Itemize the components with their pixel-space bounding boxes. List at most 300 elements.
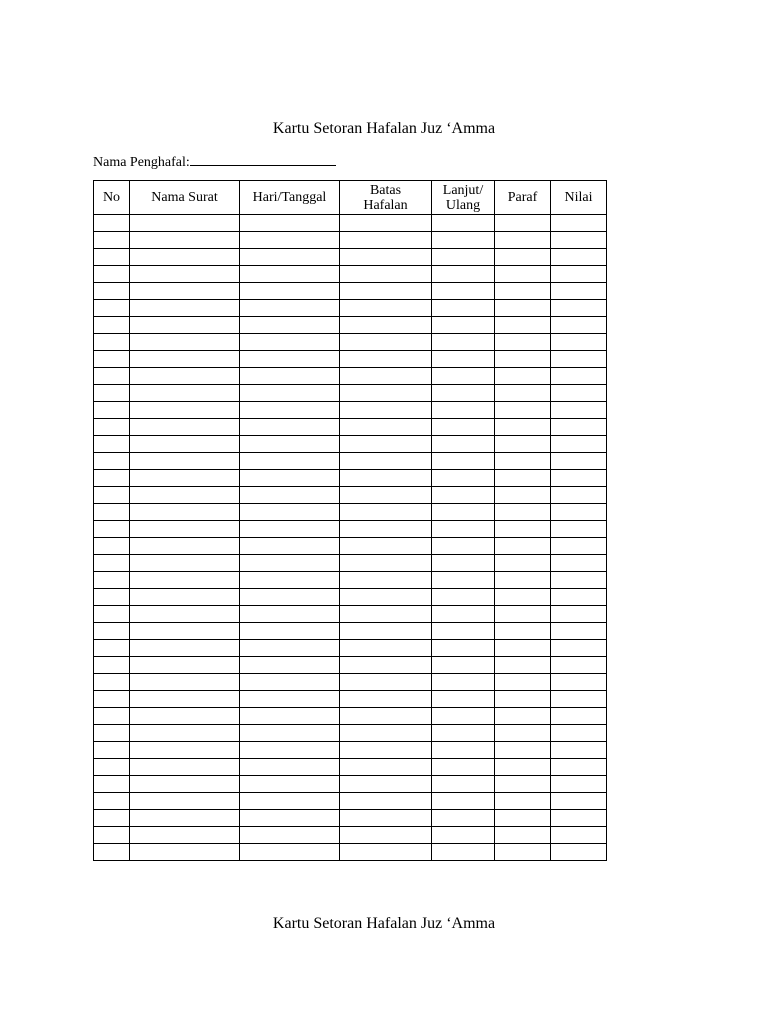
cell-nilai[interactable] <box>551 555 607 572</box>
cell-batas-hafalan[interactable] <box>340 538 432 555</box>
cell-nama-surat[interactable] <box>130 538 240 555</box>
cell-hari-tanggal[interactable] <box>240 691 340 708</box>
cell-paraf[interactable] <box>495 385 551 402</box>
cell-paraf[interactable] <box>495 640 551 657</box>
table-row <box>94 606 607 623</box>
cell-batas-hafalan[interactable] <box>340 657 432 674</box>
cell-paraf[interactable] <box>495 215 551 232</box>
cell-no[interactable] <box>94 657 130 674</box>
cell-paraf[interactable] <box>495 249 551 266</box>
cell-lanjut-ulang[interactable] <box>432 793 495 810</box>
cell-nilai[interactable] <box>551 266 607 283</box>
cell-batas-hafalan[interactable] <box>340 249 432 266</box>
cell-no[interactable] <box>94 827 130 844</box>
header-nama-surat: Nama Surat <box>130 181 240 215</box>
cell-batas-hafalan[interactable] <box>340 504 432 521</box>
cell-nilai[interactable] <box>551 810 607 827</box>
cell-hari-tanggal[interactable] <box>240 249 340 266</box>
cell-paraf[interactable] <box>495 504 551 521</box>
cell-no[interactable] <box>94 776 130 793</box>
cell-batas-hafalan[interactable] <box>340 521 432 538</box>
cell-nama-surat[interactable] <box>130 317 240 334</box>
cell-batas-hafalan[interactable] <box>340 725 432 742</box>
cell-nama-surat[interactable] <box>130 453 240 470</box>
cell-nama-surat[interactable] <box>130 300 240 317</box>
cell-hari-tanggal[interactable] <box>240 368 340 385</box>
cell-batas-hafalan[interactable] <box>340 470 432 487</box>
table-row <box>94 266 607 283</box>
cell-paraf[interactable] <box>495 283 551 300</box>
cell-lanjut-ulang[interactable] <box>432 351 495 368</box>
cell-lanjut-ulang[interactable] <box>432 742 495 759</box>
cell-hari-tanggal[interactable] <box>240 623 340 640</box>
cell-lanjut-ulang[interactable] <box>432 470 495 487</box>
cell-no[interactable] <box>94 725 130 742</box>
cell-nilai[interactable] <box>551 708 607 725</box>
cell-no[interactable] <box>94 419 130 436</box>
cell-lanjut-ulang[interactable] <box>432 827 495 844</box>
cell-lanjut-ulang[interactable] <box>432 419 495 436</box>
cell-nilai[interactable] <box>551 691 607 708</box>
cell-batas-hafalan[interactable] <box>340 266 432 283</box>
cell-hari-tanggal[interactable] <box>240 334 340 351</box>
footer-title: Kartu Setoran Hafalan Juz ‘Amma <box>272 915 496 932</box>
cell-hari-tanggal[interactable] <box>240 742 340 759</box>
cell-lanjut-ulang[interactable] <box>432 691 495 708</box>
cell-batas-hafalan[interactable] <box>340 436 432 453</box>
cell-nama-surat[interactable] <box>130 725 240 742</box>
cell-no[interactable] <box>94 691 130 708</box>
cell-paraf[interactable] <box>495 555 551 572</box>
cell-no[interactable] <box>94 232 130 249</box>
cell-no[interactable] <box>94 215 130 232</box>
cell-lanjut-ulang[interactable] <box>432 249 495 266</box>
cell-nilai[interactable] <box>551 283 607 300</box>
cell-nilai[interactable] <box>551 725 607 742</box>
cell-nama-surat[interactable] <box>130 215 240 232</box>
cell-paraf[interactable] <box>495 776 551 793</box>
cell-batas-hafalan[interactable] <box>340 623 432 640</box>
cell-hari-tanggal[interactable] <box>240 725 340 742</box>
cell-nilai[interactable] <box>551 504 607 521</box>
cell-nama-surat[interactable] <box>130 776 240 793</box>
cell-nilai[interactable] <box>551 589 607 606</box>
cell-nilai[interactable] <box>551 759 607 776</box>
cell-no[interactable] <box>94 623 130 640</box>
cell-nilai[interactable] <box>551 521 607 538</box>
cell-no[interactable] <box>94 640 130 657</box>
header-no: No <box>94 181 130 215</box>
cell-nama-surat[interactable] <box>130 385 240 402</box>
cell-lanjut-ulang[interactable] <box>432 725 495 742</box>
cell-lanjut-ulang[interactable] <box>432 215 495 232</box>
cell-no[interactable] <box>94 317 130 334</box>
cell-hari-tanggal[interactable] <box>240 436 340 453</box>
cell-hari-tanggal[interactable] <box>240 708 340 725</box>
cell-paraf[interactable] <box>495 317 551 334</box>
cell-hari-tanggal[interactable] <box>240 572 340 589</box>
cell-nama-surat[interactable] <box>130 283 240 300</box>
cell-hari-tanggal[interactable] <box>240 657 340 674</box>
cell-batas-hafalan[interactable] <box>340 606 432 623</box>
table-row <box>94 402 607 419</box>
cell-nilai[interactable] <box>551 487 607 504</box>
cell-hari-tanggal[interactable] <box>240 521 340 538</box>
cell-lanjut-ulang[interactable] <box>432 521 495 538</box>
header-hari-tanggal: Hari/Tanggal <box>240 181 340 215</box>
cell-no[interactable] <box>94 351 130 368</box>
cell-paraf[interactable] <box>495 725 551 742</box>
cell-lanjut-ulang[interactable] <box>432 606 495 623</box>
cell-batas-hafalan[interactable] <box>340 640 432 657</box>
cell-nilai[interactable] <box>551 317 607 334</box>
cell-no[interactable] <box>94 742 130 759</box>
cell-hari-tanggal[interactable] <box>240 640 340 657</box>
cell-nilai[interactable] <box>551 827 607 844</box>
cell-nama-surat[interactable] <box>130 266 240 283</box>
cell-no[interactable] <box>94 385 130 402</box>
cell-nilai[interactable] <box>551 538 607 555</box>
cell-nama-surat[interactable] <box>130 419 240 436</box>
cell-nama-surat[interactable] <box>130 402 240 419</box>
cell-lanjut-ulang[interactable] <box>432 368 495 385</box>
cell-hari-tanggal[interactable] <box>240 300 340 317</box>
cell-batas-hafalan[interactable] <box>340 555 432 572</box>
cell-no[interactable] <box>94 759 130 776</box>
header-nilai: Nilai <box>551 181 607 215</box>
cell-nilai[interactable] <box>551 215 607 232</box>
table-body <box>94 215 607 861</box>
cell-hari-tanggal[interactable] <box>240 317 340 334</box>
cell-no[interactable] <box>94 368 130 385</box>
table-row <box>94 385 607 402</box>
cell-lanjut-ulang[interactable] <box>432 623 495 640</box>
cell-hari-tanggal[interactable] <box>240 606 340 623</box>
cell-paraf[interactable] <box>495 521 551 538</box>
cell-nilai[interactable] <box>551 453 607 470</box>
cell-nilai[interactable] <box>551 436 607 453</box>
cell-batas-hafalan[interactable] <box>340 742 432 759</box>
table-row <box>94 793 607 810</box>
table-row <box>94 674 607 691</box>
cell-lanjut-ulang[interactable] <box>432 385 495 402</box>
cell-hari-tanggal[interactable] <box>240 215 340 232</box>
table-header-row <box>94 181 607 215</box>
page-title: Kartu Setoran Hafalan Juz ‘Amma <box>272 120 496 137</box>
cell-lanjut-ulang[interactable] <box>432 436 495 453</box>
cell-hari-tanggal[interactable] <box>240 419 340 436</box>
cell-no[interactable] <box>94 300 130 317</box>
cell-paraf[interactable] <box>495 691 551 708</box>
cell-nilai[interactable] <box>551 640 607 657</box>
cell-hari-tanggal[interactable] <box>240 385 340 402</box>
cell-hari-tanggal[interactable] <box>240 810 340 827</box>
cell-nilai[interactable] <box>551 249 607 266</box>
cell-lanjut-ulang[interactable] <box>432 572 495 589</box>
cell-nama-surat[interactable] <box>130 504 240 521</box>
cell-batas-hafalan[interactable] <box>340 419 432 436</box>
cell-hari-tanggal[interactable] <box>240 487 340 504</box>
cell-paraf[interactable] <box>495 674 551 691</box>
cell-nilai[interactable] <box>551 368 607 385</box>
cell-batas-hafalan[interactable] <box>340 317 432 334</box>
cell-nama-surat[interactable] <box>130 606 240 623</box>
cell-hari-tanggal[interactable] <box>240 453 340 470</box>
cell-batas-hafalan[interactable] <box>340 232 432 249</box>
cell-nama-surat[interactable] <box>130 691 240 708</box>
cell-nilai[interactable] <box>551 674 607 691</box>
cell-batas-hafalan[interactable] <box>340 487 432 504</box>
table-row <box>94 657 607 674</box>
cell-nilai[interactable] <box>551 419 607 436</box>
cell-nilai[interactable] <box>551 623 607 640</box>
cell-paraf[interactable] <box>495 453 551 470</box>
table-row <box>94 691 607 708</box>
cell-nama-surat[interactable] <box>130 657 240 674</box>
cell-hari-tanggal[interactable] <box>240 555 340 572</box>
table-row <box>94 504 607 521</box>
cell-lanjut-ulang[interactable] <box>432 674 495 691</box>
cell-lanjut-ulang[interactable] <box>432 266 495 283</box>
cell-hari-tanggal[interactable] <box>240 232 340 249</box>
cell-batas-hafalan[interactable] <box>340 334 432 351</box>
cell-no[interactable] <box>94 810 130 827</box>
cell-nama-surat[interactable] <box>130 674 240 691</box>
cell-lanjut-ulang[interactable] <box>432 708 495 725</box>
cell-hari-tanggal[interactable] <box>240 351 340 368</box>
cell-nama-surat[interactable] <box>130 470 240 487</box>
table-row <box>94 215 607 232</box>
table-row <box>94 640 607 657</box>
cell-lanjut-ulang[interactable] <box>432 810 495 827</box>
cell-lanjut-ulang[interactable] <box>432 317 495 334</box>
cell-no[interactable] <box>94 504 130 521</box>
cell-no[interactable] <box>94 266 130 283</box>
cell-paraf[interactable] <box>495 623 551 640</box>
cell-nama-surat[interactable] <box>130 249 240 266</box>
table-row <box>94 283 607 300</box>
cell-paraf[interactable] <box>495 300 551 317</box>
cell-lanjut-ulang[interactable] <box>432 232 495 249</box>
cell-nama-surat[interactable] <box>130 623 240 640</box>
cell-paraf[interactable] <box>495 538 551 555</box>
cell-lanjut-ulang[interactable] <box>432 283 495 300</box>
cell-nilai[interactable] <box>551 385 607 402</box>
cell-no[interactable] <box>94 674 130 691</box>
cell-nama-surat[interactable] <box>130 487 240 504</box>
cell-no[interactable] <box>94 708 130 725</box>
cell-no[interactable] <box>94 334 130 351</box>
cell-lanjut-ulang[interactable] <box>432 334 495 351</box>
cell-batas-hafalan[interactable] <box>340 283 432 300</box>
cell-lanjut-ulang[interactable] <box>432 402 495 419</box>
cell-nilai[interactable] <box>551 793 607 810</box>
cell-paraf[interactable] <box>495 827 551 844</box>
cell-lanjut-ulang[interactable] <box>432 555 495 572</box>
cell-batas-hafalan[interactable] <box>340 776 432 793</box>
cell-paraf[interactable] <box>495 402 551 419</box>
cell-no[interactable] <box>94 249 130 266</box>
cell-lanjut-ulang[interactable] <box>432 759 495 776</box>
cell-nilai[interactable] <box>551 351 607 368</box>
cell-no[interactable] <box>94 436 130 453</box>
cell-nilai[interactable] <box>551 776 607 793</box>
cell-nilai[interactable] <box>551 844 607 861</box>
table-row <box>94 810 607 827</box>
cell-nilai[interactable] <box>551 232 607 249</box>
cell-no[interactable] <box>94 844 130 861</box>
cell-lanjut-ulang[interactable] <box>432 589 495 606</box>
cell-paraf[interactable] <box>495 232 551 249</box>
cell-nilai[interactable] <box>551 402 607 419</box>
cell-batas-hafalan[interactable] <box>340 385 432 402</box>
table-row <box>94 572 607 589</box>
table-row <box>94 419 607 436</box>
cell-lanjut-ulang[interactable] <box>432 538 495 555</box>
table-row <box>94 487 607 504</box>
cell-nama-surat[interactable] <box>130 742 240 759</box>
cell-nama-surat[interactable] <box>130 793 240 810</box>
cell-batas-hafalan[interactable] <box>340 810 432 827</box>
cell-nama-surat[interactable] <box>130 334 240 351</box>
cell-paraf[interactable] <box>495 793 551 810</box>
cell-no[interactable] <box>94 606 130 623</box>
cell-hari-tanggal[interactable] <box>240 283 340 300</box>
cell-batas-hafalan[interactable] <box>340 827 432 844</box>
cell-batas-hafalan[interactable] <box>340 844 432 861</box>
table-row <box>94 844 607 861</box>
cell-nilai[interactable] <box>551 334 607 351</box>
cell-paraf[interactable] <box>495 436 551 453</box>
cell-batas-hafalan[interactable] <box>340 793 432 810</box>
cell-nama-surat[interactable] <box>130 572 240 589</box>
cell-lanjut-ulang[interactable] <box>432 640 495 657</box>
cell-paraf[interactable] <box>495 810 551 827</box>
cell-paraf[interactable] <box>495 589 551 606</box>
cell-hari-tanggal[interactable] <box>240 538 340 555</box>
cell-nilai[interactable] <box>551 470 607 487</box>
cell-nama-surat[interactable] <box>130 759 240 776</box>
cell-nama-surat[interactable] <box>130 368 240 385</box>
table-row <box>94 334 607 351</box>
cell-no[interactable] <box>94 572 130 589</box>
table-row <box>94 368 607 385</box>
cell-nama-surat[interactable] <box>130 810 240 827</box>
cell-no[interactable] <box>94 470 130 487</box>
table-row <box>94 708 607 725</box>
cell-lanjut-ulang[interactable] <box>432 487 495 504</box>
cell-paraf[interactable] <box>495 487 551 504</box>
cell-hari-tanggal[interactable] <box>240 504 340 521</box>
cell-nilai[interactable] <box>551 572 607 589</box>
cell-hari-tanggal[interactable] <box>240 776 340 793</box>
cell-batas-hafalan[interactable] <box>340 402 432 419</box>
cell-nama-surat[interactable] <box>130 351 240 368</box>
cell-lanjut-ulang[interactable] <box>432 776 495 793</box>
cell-lanjut-ulang[interactable] <box>432 453 495 470</box>
cell-no[interactable] <box>94 555 130 572</box>
cell-no[interactable] <box>94 793 130 810</box>
cell-batas-hafalan[interactable] <box>340 572 432 589</box>
cell-paraf[interactable] <box>495 742 551 759</box>
cell-batas-hafalan[interactable] <box>340 453 432 470</box>
cell-paraf[interactable] <box>495 351 551 368</box>
cell-batas-hafalan[interactable] <box>340 708 432 725</box>
cell-batas-hafalan[interactable] <box>340 215 432 232</box>
cell-nama-surat[interactable] <box>130 232 240 249</box>
table-row <box>94 776 607 793</box>
cell-nama-surat[interactable] <box>130 640 240 657</box>
cell-paraf[interactable] <box>495 759 551 776</box>
cell-paraf[interactable] <box>495 368 551 385</box>
cell-no[interactable] <box>94 402 130 419</box>
cell-paraf[interactable] <box>495 334 551 351</box>
cell-nama-surat[interactable] <box>130 708 240 725</box>
cell-hari-tanggal[interactable] <box>240 470 340 487</box>
cell-paraf[interactable] <box>495 266 551 283</box>
cell-no[interactable] <box>94 283 130 300</box>
cell-no[interactable] <box>94 589 130 606</box>
cell-nama-surat[interactable] <box>130 589 240 606</box>
cell-paraf[interactable] <box>495 419 551 436</box>
cell-nama-surat[interactable] <box>130 555 240 572</box>
cell-nilai[interactable] <box>551 657 607 674</box>
table-row <box>94 555 607 572</box>
cell-hari-tanggal[interactable] <box>240 266 340 283</box>
cell-no[interactable] <box>94 538 130 555</box>
cell-paraf[interactable] <box>495 844 551 861</box>
cell-nama-surat[interactable] <box>130 521 240 538</box>
cell-hari-tanggal[interactable] <box>240 589 340 606</box>
cell-no[interactable] <box>94 487 130 504</box>
cell-hari-tanggal[interactable] <box>240 402 340 419</box>
cell-nilai[interactable] <box>551 300 607 317</box>
cell-nama-surat[interactable] <box>130 827 240 844</box>
cell-nilai[interactable] <box>551 742 607 759</box>
cell-paraf[interactable] <box>495 708 551 725</box>
cell-batas-hafalan[interactable] <box>340 759 432 776</box>
cell-lanjut-ulang[interactable] <box>432 300 495 317</box>
table-row <box>94 827 607 844</box>
cell-batas-hafalan[interactable] <box>340 351 432 368</box>
cell-hari-tanggal[interactable] <box>240 827 340 844</box>
cell-no[interactable] <box>94 521 130 538</box>
name-label: Nama Penghafal: <box>93 155 190 170</box>
cell-hari-tanggal[interactable] <box>240 793 340 810</box>
cell-lanjut-ulang[interactable] <box>432 657 495 674</box>
cell-nilai[interactable] <box>551 606 607 623</box>
cell-lanjut-ulang[interactable] <box>432 844 495 861</box>
cell-batas-hafalan[interactable] <box>340 368 432 385</box>
cell-paraf[interactable] <box>495 606 551 623</box>
cell-paraf[interactable] <box>495 572 551 589</box>
cell-nama-surat[interactable] <box>130 436 240 453</box>
cell-hari-tanggal[interactable] <box>240 674 340 691</box>
cell-paraf[interactable] <box>495 657 551 674</box>
cell-paraf[interactable] <box>495 470 551 487</box>
cell-hari-tanggal[interactable] <box>240 844 340 861</box>
cell-hari-tanggal[interactable] <box>240 759 340 776</box>
cell-batas-hafalan[interactable] <box>340 674 432 691</box>
cell-batas-hafalan[interactable] <box>340 300 432 317</box>
cell-no[interactable] <box>94 453 130 470</box>
cell-lanjut-ulang[interactable] <box>432 504 495 521</box>
table-row <box>94 759 607 776</box>
cell-batas-hafalan[interactable] <box>340 589 432 606</box>
name-blank-line[interactable] <box>190 151 336 166</box>
cell-nama-surat[interactable] <box>130 844 240 861</box>
cell-batas-hafalan[interactable] <box>340 691 432 708</box>
